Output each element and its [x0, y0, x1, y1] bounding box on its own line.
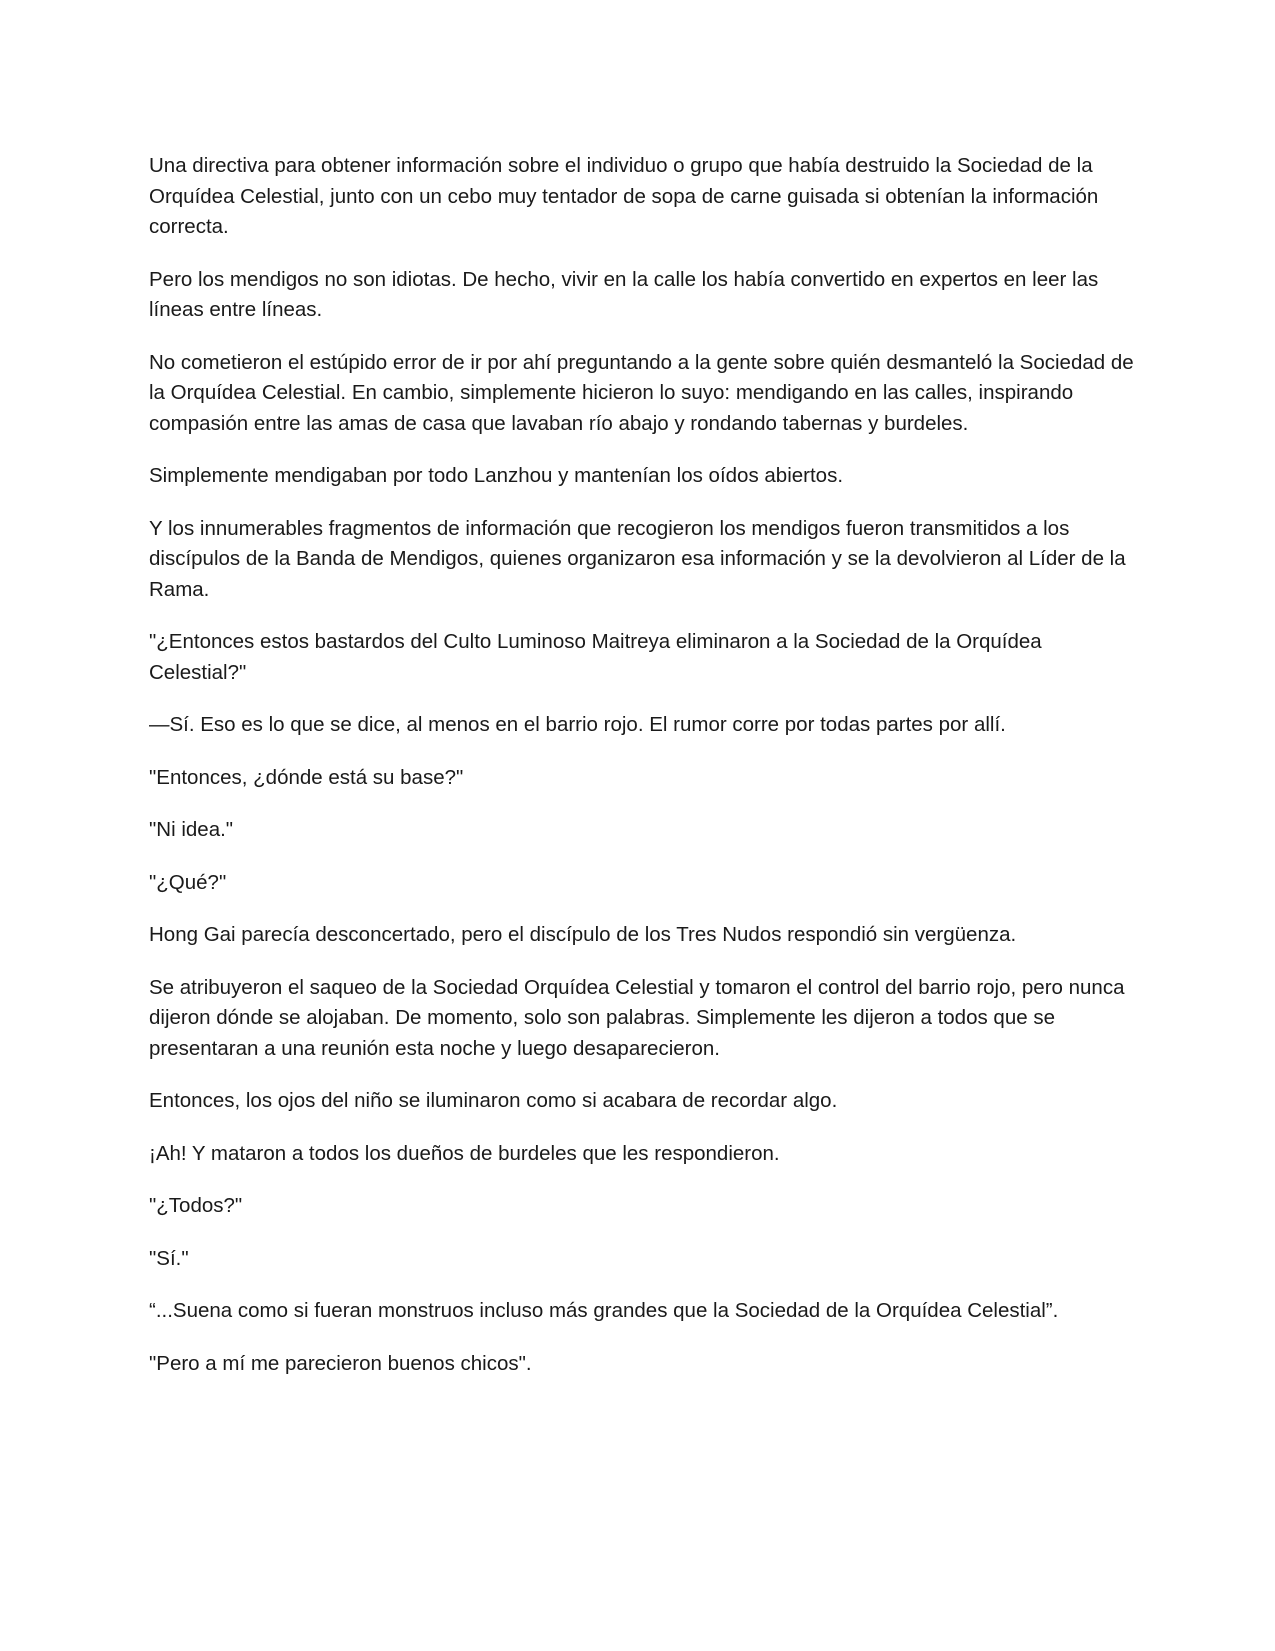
paragraph: ¡Ah! Y mataron a todos los dueños de burdeles que les respondieron.: [149, 1141, 780, 1165]
paragraph: “...Suena como si fueran monstruos incluso más grandes que la Sociedad de la Orquídea Celestial”.: [149, 1299, 1059, 1322]
paragraph: "¿Qué?": [149, 870, 227, 894]
paragraph: "Entonces, ¿dónde está su base?": [149, 765, 464, 789]
document-body: [149, 151, 1134, 1401]
paragraph: Se atribuyeron el saqueo de la Sociedad Orquídea Celestial y tomaron el control del barrio rojo, pero nunca dijeron dónde se alojaban. De momento, solo son palabras. Simplemente les dijeron a todos que se presentaran a una reunión esta noche y luego desaparecieron.: [149, 975, 1125, 1060]
paragraph: No cometieron el estúpido error de ir por ahí preguntando a la gente sobre quién desmanteló la Sociedad de la Orquídea Celestial. En cambio, simplemente hicieron lo suyo: mendigando en las calles, inspirando compasión entre las amas de casa que lavaban río abajo y rondando tabernas y burdeles.: [149, 350, 1134, 435]
paragraph: Y los innumerables fragmentos de información que recogieron los mendigos fueron transmitidos a los discípulos de la Banda de Mendigos, quienes organizaron esa información y se la devolvieron al Líder de la Rama.: [149, 516, 1126, 601]
paragraph: —Sí. Eso es lo que se dice, al menos en el barrio rojo. El rumor corre por todas partes por allí.: [149, 713, 1006, 736]
paragraph: Simplemente mendigaban por todo Lanzhou y mantenían los oídos abiertos.: [149, 464, 844, 487]
paragraph: "Sí.": [149, 1246, 189, 1270]
paragraph: Hong Gai parecía desconcertado, pero el discípulo de los Tres Nudos respondió sin vergüenza.: [149, 923, 1017, 946]
paragraph: Pero los mendigos no son idiotas. De hecho, vivir en la calle los había convertido en expertos en leer las líneas entre líneas.: [149, 267, 1099, 321]
paragraph: Una directiva para obtener información sobre el individuo o grupo que había destruido la Sociedad de la Orquídea Celestial, junto con un cebo muy tentador de sopa de carne guisada si obtenían la información correcta.: [149, 154, 1099, 238]
paragraph: "¿Todos?": [149, 1194, 243, 1217]
paragraph: Entonces, los ojos del niño se iluminaron como si acabara de recordar algo.: [149, 1089, 838, 1112]
paragraph: "Ni idea.": [149, 818, 234, 841]
paragraph: "¿Entonces estos bastardos del Culto Luminoso Maitreya eliminaron a la Sociedad de la Orquídea Celestial?": [149, 630, 1042, 684]
paragraph: "Pero a mí me parecieron buenos chicos".: [149, 1351, 532, 1375]
